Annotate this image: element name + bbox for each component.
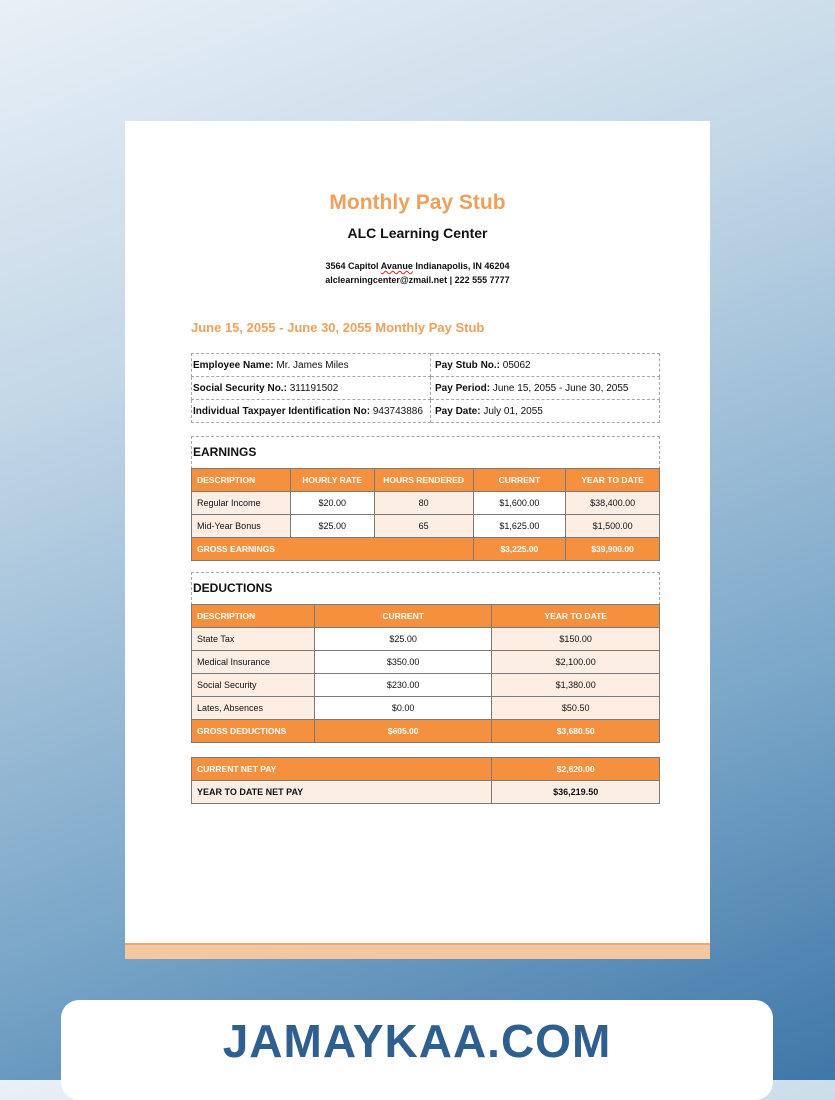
deductions-heading-text: DEDUCTIONS bbox=[193, 581, 273, 595]
employee-info-table bbox=[191, 353, 660, 423]
banner-text: JAMAYKAA.COM bbox=[222, 1015, 612, 1067]
table-cell: $1,625.00 bbox=[473, 515, 566, 538]
table-row bbox=[192, 651, 660, 674]
document-title: Monthly Pay Stub bbox=[329, 191, 506, 214]
earnings-table bbox=[191, 468, 660, 561]
table-cell: $1,380.00 bbox=[492, 674, 660, 697]
pay-stub-document bbox=[125, 121, 710, 959]
table-cell: $38,400.00 bbox=[566, 492, 660, 515]
watermark-banner bbox=[61, 1000, 773, 1100]
table-cell: 80 bbox=[374, 492, 473, 515]
table-cell: Regular Income bbox=[192, 492, 291, 515]
column-header: HOURLY RATE bbox=[290, 469, 374, 492]
page-footer-strip bbox=[125, 943, 710, 959]
net-pay-table bbox=[191, 757, 660, 804]
pay-date-label: Pay Date: bbox=[435, 405, 481, 417]
pay-period-value: June 15, 2055 - June 30, 2055 bbox=[492, 382, 629, 394]
gross-earnings-label: GROSS EARNINGS bbox=[192, 538, 474, 561]
gross-deductions-ytd: $3,680.50 bbox=[492, 720, 660, 743]
column-header: YEAR TO DATE bbox=[492, 605, 660, 628]
table-cell: $0.00 bbox=[314, 697, 491, 720]
info-row bbox=[192, 377, 660, 400]
gross-earnings-row bbox=[192, 538, 660, 561]
address-city: Indianapolis, IN 46204 bbox=[415, 261, 510, 271]
table-row bbox=[192, 492, 660, 515]
table-row bbox=[192, 515, 660, 538]
gross-earnings-ytd: $39,900.00 bbox=[566, 538, 660, 561]
company-contact: alclearningcenter@zmail.net | 222 555 7777 bbox=[325, 275, 510, 285]
stub-no-cell bbox=[431, 354, 660, 377]
earnings-header-row bbox=[192, 469, 660, 492]
info-row bbox=[192, 400, 660, 423]
column-header: DESCRIPTION bbox=[192, 605, 315, 628]
pay-period-label: Pay Period: bbox=[435, 382, 491, 394]
address-street: 3564 Capitol bbox=[325, 261, 379, 271]
current-net-pay-value: $2,620.00 bbox=[492, 758, 660, 781]
deductions-table bbox=[191, 604, 660, 743]
current-net-pay-row bbox=[192, 758, 660, 781]
deductions-heading bbox=[191, 572, 660, 605]
table-row bbox=[192, 628, 660, 651]
ssn-cell bbox=[192, 377, 431, 400]
column-header: YEAR TO DATE bbox=[566, 469, 660, 492]
gross-deductions-current: $605.00 bbox=[314, 720, 491, 743]
table-cell: Social Security bbox=[192, 674, 315, 697]
table-cell: $1,600.00 bbox=[473, 492, 566, 515]
employee-name-cell bbox=[192, 354, 431, 377]
stub-no-label: Pay Stub No.: bbox=[435, 359, 501, 371]
table-cell: $25.00 bbox=[314, 628, 491, 651]
column-header: CURRENT bbox=[473, 469, 566, 492]
employee-name-label: Employee Name: bbox=[193, 359, 274, 371]
itin-value: 943743886 bbox=[372, 405, 423, 417]
current-net-pay-label: CURRENT NET PAY bbox=[192, 758, 492, 781]
ytd-net-pay-value: $36,219.50 bbox=[492, 781, 660, 804]
pay-period-cell bbox=[431, 377, 660, 400]
table-cell: $25.00 bbox=[290, 515, 374, 538]
pay-date-value: July 01, 2055 bbox=[483, 405, 543, 417]
table-cell: 65 bbox=[374, 515, 473, 538]
ssn-value: 311191502 bbox=[289, 382, 339, 394]
table-cell: $20.00 bbox=[290, 492, 374, 515]
earnings-heading-text: EARNINGS bbox=[193, 445, 257, 459]
company-address bbox=[125, 261, 710, 271]
table-cell: $2,100.00 bbox=[492, 651, 660, 674]
table-cell: $230.00 bbox=[314, 674, 491, 697]
itin-cell bbox=[192, 400, 431, 423]
info-row bbox=[192, 354, 660, 377]
ytd-net-pay-row bbox=[192, 781, 660, 804]
ssn-label: Social Security No.: bbox=[193, 382, 287, 394]
column-header: DESCRIPTION bbox=[192, 469, 291, 492]
stub-no-value: 05062 bbox=[502, 359, 531, 371]
table-cell: Medical Insurance bbox=[192, 651, 315, 674]
gross-deductions-label: GROSS DEDUCTIONS bbox=[192, 720, 315, 743]
pay-date-cell bbox=[431, 400, 660, 423]
itin-label: Individual Taxpayer Identification No: bbox=[193, 405, 371, 417]
employee-name-value: Mr. James Miles bbox=[276, 359, 349, 371]
gross-deductions-row bbox=[192, 720, 660, 743]
table-cell: $50.50 bbox=[492, 697, 660, 720]
table-row bbox=[192, 674, 660, 697]
period-title: June 15, 2055 - June 30, 2055 Monthly Pay Stub bbox=[191, 320, 485, 335]
gross-earnings-current: $3,225.00 bbox=[473, 538, 566, 561]
earnings-heading bbox=[191, 436, 660, 469]
table-cell: Lates, Absences bbox=[192, 697, 315, 720]
table-row bbox=[192, 697, 660, 720]
table-cell: $350.00 bbox=[314, 651, 491, 674]
table-cell: $150.00 bbox=[492, 628, 660, 651]
deductions-header-row bbox=[192, 605, 660, 628]
address-misspelled-word: Avanue bbox=[380, 261, 413, 271]
ytd-net-pay-label: YEAR TO DATE NET PAY bbox=[192, 781, 492, 804]
table-cell: $1,500.00 bbox=[566, 515, 660, 538]
table-cell: Mid-Year Bonus bbox=[192, 515, 291, 538]
company-name: ALC Learning Center bbox=[347, 225, 488, 241]
column-header: HOURS RENDERED bbox=[374, 469, 473, 492]
column-header: CURRENT bbox=[314, 605, 491, 628]
table-cell: State Tax bbox=[192, 628, 315, 651]
